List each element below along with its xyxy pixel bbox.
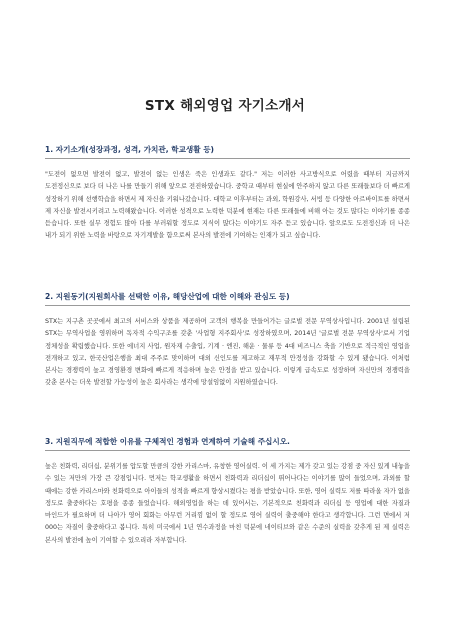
section-body: 높은 친화력, 리더십, 분위기를 압도할 만큼의 강한 카리스마, 유창한 영어실력. 이 세 가지는 제가 갖고 있는 강점 중 자신 있게 내놓을 수 있는 저만의 가장 큰 강점입니다. 먼저는 학교생활을 하면서 친화력과 리더십이 뛰어나다는 이야기를 많이 들었으며, 과외를 할 때에는 강한 카리스마와 친화력으로 아이들의 성적을 빠르게 향상시켰다는 평을 받았습니다. 또한, 영어 실력도 저를 따라올 자가 없을 정도로 출중하다는 호평을 종종 들었습니다. 해외영업을 하는 데 있어서는, 기본적으로 친화력과 리더십 등 영업에 대한 자질과 마인드가 필요하며 더 나아가 영어 회화는 아무런 거리낌 없이 할 정도로 영어 실력이 출중해야 한다고 생각합니다. 그런 면에서 저 000는 자질이 출중하다고 봅니다. 특히 미국에서 1년 연수과정을 마친 덕분에 네이티브와 같은 수준의 실력을 갖추게 된 제 실력은 본사의 발전에 높이 기여할 수 있으리라 자부합니다. <box>45 463 410 544</box>
section-body: STX는 지구촌 곳곳에서 최고의 서비스와 상품을 제공하며 고객의 행복을 만들어가는 글로벌 전문 무역상사입니다. 2001년 설립된 STX는 무역사업을 영위하며 독자적 수익구조를 갖춘 '사업형 지주회사'로 성장하였으며, 2014년 '글로벌 전문 무역상사'로서 기업 정체성을 확립했습니다. 또한 에너지 사업, 원자재 수출입, 기계 · 엔진, 해운 · 물류 등 4대 비즈니스 축을 기반으로 적극적인 영업을 전개하고 있고, 한국산업은행을 최대 주주로 맞이하며 대외 신인도를 제고하고 재무적 안정성을 강화할 수 있게 됐습니다. 이처럼 본사는 경쟁력이 높고 경영환경 변화에 빠르게 적응하며 높은 안정을 받고 있습니다. 이렇게 급속도로 성장하며 자신만의 경쟁력을 갖춘 본사는 더욱 발전할 가능성이 높은 회사라는 생각에 망설임없이 지원하였습니다. <box>45 318 410 387</box>
section-body: "도전이 없으면 발전이 없고, 발전이 없는 인생은 죽은 인생과도 같다." 저는 이러한 사고방식으로 어렸을 때부터 지금까지 도전정신으로 보다 더 나은 나를 만들기 위해 앞으로 전진하였습니다. 중학교 때부터 현실에 안주하지 않고 다른 또래들보다 더 빠르게 성장하기 위해 선행학습을 하면서 제 자신을 키워나갔습니다. 대학교 이후부터는 과외, 학원강사, 서빙 등 다양한 아르바이트를 하면서 제 자신을 발전시키려고 노력해왔습니다. 이러한 성격으로 노력한 덕분에 현재는 다른 또래들에 비해 아는 것도 많다는 이야기를 종종 듣습니다. 또한 실무 경험도 많아 다를 부러워할 정도로 지식이 많다는 이야기도 자주 듣고 있습니다. 앞으로도 도전정신과 더 나은 내가 되기 위한 노력을 바탕으로 자기계발을 함으로써 본사의 발전에 기여하는 인재가 되고 싶습니다. <box>45 171 410 240</box>
section-heading: 3. 지원직무에 적합한 이유를 구체적인 경험과 연계하여 기술해 주십시오. <box>45 437 290 446</box>
section-motivation <box>45 291 410 390</box>
section-self-introduction <box>45 144 410 243</box>
document-title: STX 해외영업 자기소개서 <box>144 98 306 114</box>
section-divider <box>45 305 410 306</box>
section-job-fit <box>45 436 410 547</box>
section-divider <box>45 158 410 159</box>
section-divider <box>45 450 410 451</box>
section-heading: 1. 자기소개(성장과정, 성격, 가치관, 학교생활 등) <box>45 145 215 154</box>
section-heading: 2. 지원동기(지원회사를 선택한 이유, 해당산업에 대한 이해와 관심도 등) <box>45 292 290 301</box>
